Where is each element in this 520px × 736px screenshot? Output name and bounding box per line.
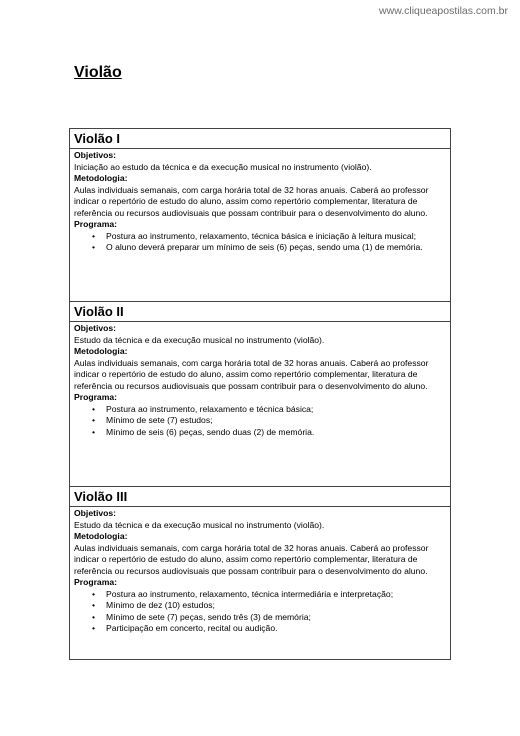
site-url[interactable]: www.cliqueapostilas.com.br bbox=[379, 5, 508, 17]
section-violao-1 bbox=[70, 129, 450, 301]
objetivos-label: Objetivos: bbox=[74, 508, 117, 518]
objetivos-label: Objetivos: bbox=[74, 323, 117, 333]
list-item-text: Postura ao instrumento, relaxamento, técnica intermediária e interpretação; bbox=[106, 588, 394, 599]
list-item bbox=[92, 242, 446, 254]
metodologia-line: referência ou recursos audiovisuais que possam contribuir para o desenvolvimento do aluno. bbox=[74, 207, 428, 218]
list-item bbox=[92, 623, 446, 635]
section-violao-3 bbox=[70, 486, 450, 659]
section-body bbox=[70, 149, 450, 301]
list-item bbox=[92, 600, 446, 612]
bullet-icon: • bbox=[92, 623, 96, 633]
section-heading: Violão III bbox=[70, 487, 450, 507]
programa-label: Programa: bbox=[74, 577, 117, 587]
metodologia-line: Aulas individuais semanais, com carga horária total de 32 horas anuais. Caberá ao professor bbox=[74, 184, 429, 195]
metodologia-line: referência ou recursos audiovisuais que possam contribuir para o desenvolvimento do aluno. bbox=[74, 565, 428, 576]
objetivos-label: Objetivos: bbox=[74, 150, 117, 160]
list-item bbox=[92, 404, 446, 416]
section-heading: Violão I bbox=[70, 129, 450, 149]
list-item bbox=[92, 427, 446, 439]
metodologia-line: referência ou recursos audiovisuais que possam contribuir para o desenvolvimento do aluno. bbox=[74, 380, 428, 391]
list-item bbox=[92, 612, 446, 624]
metodologia-line: Aulas individuais semanais, com carga horária total de 32 horas anuais. Caberá ao professor bbox=[74, 542, 429, 553]
bullet-icon: • bbox=[92, 588, 96, 599]
metodologia-line: indicar o repertório de estudo do aluno, assim como repertório complementar, literatura de bbox=[74, 196, 418, 206]
list-item-text: Mínimo de seis (6) peças, sendo duas (2) de memória. bbox=[106, 426, 315, 437]
bullet-icon: • bbox=[92, 230, 96, 241]
list-item-text: Participação em concerto, recital ou audição. bbox=[106, 623, 278, 633]
bullet-icon: • bbox=[92, 242, 96, 252]
programa-list bbox=[74, 404, 446, 439]
objetivos-text: Estudo da técnica e da execução musical no instrumento (violão). bbox=[74, 334, 325, 345]
objetivos-text: Estudo da técnica e da execução musical no instrumento (violão). bbox=[74, 519, 325, 530]
metodologia-label: Metodologia: bbox=[74, 531, 128, 541]
metodologia-line: indicar o repertório de estudo do aluno, assim como repertório complementar, literatura de bbox=[74, 554, 418, 564]
programa-label: Programa: bbox=[74, 392, 117, 402]
bullet-icon: • bbox=[92, 426, 96, 437]
list-item-text: Mínimo de dez (10) estudos; bbox=[106, 600, 215, 610]
section-violao-2 bbox=[70, 301, 450, 486]
list-item bbox=[92, 415, 446, 427]
list-item bbox=[92, 231, 446, 243]
bullet-icon: • bbox=[92, 600, 96, 610]
list-item-text: Mínimo de sete (7) peças, sendo três (3) de memória; bbox=[106, 611, 311, 622]
bullet-icon: • bbox=[92, 415, 96, 425]
section-body bbox=[70, 322, 450, 486]
programa-list bbox=[74, 589, 446, 635]
metodologia-line: indicar o repertório de estudo do aluno, assim como repertório complementar, literatura de bbox=[74, 369, 418, 379]
course-table bbox=[69, 128, 451, 660]
list-item bbox=[92, 589, 446, 601]
programa-label: Programa: bbox=[74, 219, 117, 229]
bullet-icon: • bbox=[92, 611, 96, 622]
list-item-text: Mínimo de sete (7) estudos; bbox=[106, 415, 213, 425]
list-item-text: Postura ao instrumento, relaxamento e técnica básica; bbox=[106, 403, 314, 414]
bullet-icon: • bbox=[92, 403, 96, 414]
section-heading: Violão II bbox=[70, 302, 450, 322]
section-body bbox=[70, 507, 450, 659]
metodologia-label: Metodologia: bbox=[74, 173, 128, 183]
programa-list bbox=[74, 231, 446, 254]
metodologia-line: Aulas individuais semanais, com carga horária total de 32 horas anuais. Caberá ao professor bbox=[74, 357, 429, 368]
list-item-text: Postura ao instrumento, relaxamento, técnica básica e iniciação à leitura musical; bbox=[106, 230, 417, 241]
metodologia-label: Metodologia: bbox=[74, 346, 128, 356]
page-title: Violão bbox=[74, 64, 122, 81]
objetivos-text: Iniciação ao estudo da técnica e da execução musical no instrumento (violão). bbox=[74, 161, 372, 172]
list-item-text: O aluno deverá preparar um mínimo de seis (6) peças, sendo uma (1) de memória. bbox=[106, 242, 423, 252]
